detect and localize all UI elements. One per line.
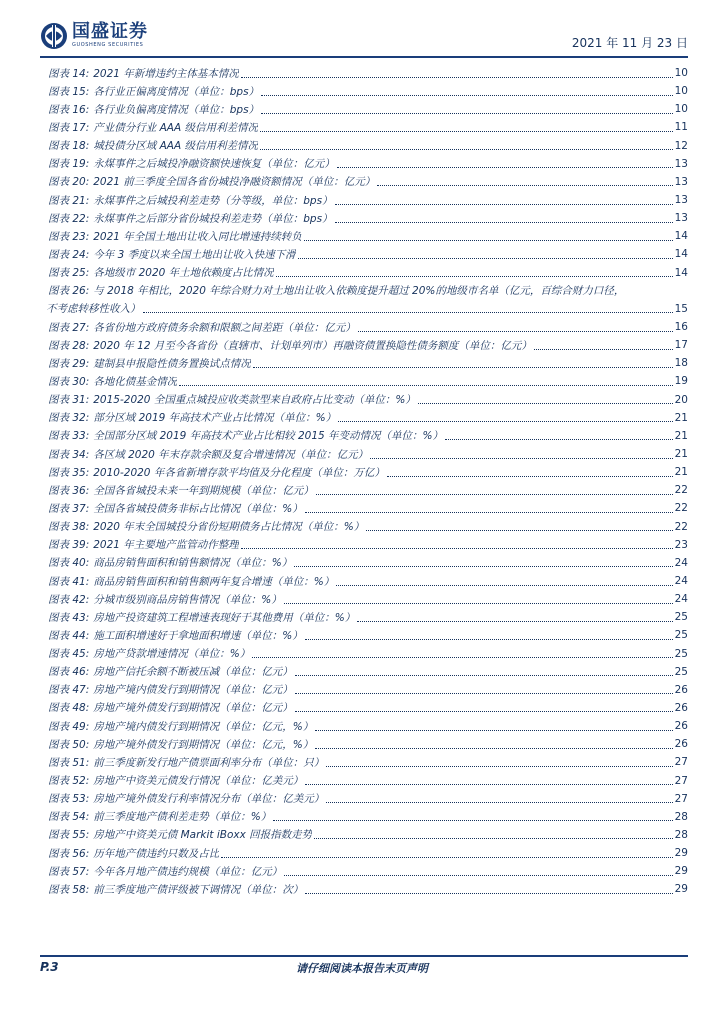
toc-entry[interactable]: [48, 391, 688, 409]
toc-entry[interactable]: [48, 245, 688, 263]
toc-entry-page: 12: [674, 139, 688, 152]
toc-entry[interactable]: [48, 518, 688, 536]
toc-entry-title: 房地产中资美元债发行情况（单位：亿美元）: [93, 775, 304, 788]
toc-entry[interactable]: [48, 82, 688, 100]
toc-entry[interactable]: [48, 808, 688, 826]
toc-leader-dots: [261, 95, 673, 96]
toc-entry-page: 21: [674, 466, 688, 479]
toc-entry-page: 25: [674, 665, 688, 678]
toc-entry-label: 图表 47:: [48, 684, 90, 697]
toc-leader-dots: [445, 439, 673, 440]
toc-entry-label: 图表 52:: [48, 775, 90, 788]
toc-entry[interactable]: [48, 717, 688, 735]
toc-entry-title: 部分区域 2019 年高技术产业占比情况（单位：%）: [93, 412, 337, 425]
toc-leader-dots: [335, 222, 673, 223]
toc-entry[interactable]: [48, 663, 688, 681]
toc-entry-page: 26: [674, 720, 688, 733]
toc-entry[interactable]: [48, 699, 688, 717]
toc-leader-dots: [338, 421, 673, 422]
toc-entry-label: 图表 42:: [48, 593, 90, 606]
toc-leader-dots: [221, 857, 672, 858]
toc-entry-page: 28: [674, 810, 688, 823]
toc-entry[interactable]: [48, 771, 688, 789]
toc-entry-page: 10: [674, 103, 688, 116]
toc-leader-dots: [273, 820, 672, 821]
toc-entry-label: 图表 15:: [48, 85, 90, 98]
toc-entry-title: 今年各月地产债违约规模（单位：亿元）: [93, 865, 283, 878]
logo-english-name: GUOSHENG SECURITIES: [72, 42, 144, 48]
toc-entry-label: 图表 18:: [48, 140, 90, 153]
toc-entry[interactable]: [48, 554, 688, 572]
toc-entry[interactable]: [48, 536, 688, 554]
toc-entry-page: 21: [674, 411, 688, 424]
toc-entry-page: 27: [674, 792, 688, 805]
toc-leader-dots: [370, 458, 672, 459]
toc-leader-dots: [253, 367, 673, 368]
toc-entry-label: 图表 58:: [48, 883, 90, 896]
toc-leader-dots: [143, 312, 673, 313]
toc-entry[interactable]: [48, 282, 688, 300]
toc-entry-page: 24: [674, 575, 688, 587]
toc-entry-label: 图表 43:: [48, 611, 90, 624]
toc-entry-title: 2021 年全国土地出让收入同比增速持续转负: [93, 230, 302, 243]
toc-entry[interactable]: [48, 681, 688, 699]
toc-entry-title: 房地产境内债发行到期情况（单位：亿元，%）: [93, 720, 314, 733]
toc-leader-dots: [284, 603, 673, 604]
toc-entry-title: 2015-2020 全国重点城投应收类款型来自政府占比变动（单位：%）: [93, 394, 416, 407]
toc-leader-dots: [295, 675, 673, 676]
toc-entry-page: 16: [674, 321, 688, 334]
report-date: 2021 年 11 月 23 日: [571, 36, 688, 50]
toc-entry[interactable]: [48, 354, 688, 372]
toc-entry-title: 与 2018 年相比，2020 年综合财力对土地出让收入依赖度提升超过 20%的地级市名单（亿元，百综合财力口径，: [93, 285, 625, 298]
toc-leader-dots: [241, 548, 673, 549]
toc-entry[interactable]: [48, 137, 688, 155]
toc-entry-page: 13: [674, 175, 688, 188]
toc-entry-title: 前三季度新发行地产债票面利率分布（单位：只）: [93, 756, 325, 769]
toc-entry-title: 2020 年末全国城投分省份短期债务占比情况（单位：%）: [93, 521, 365, 534]
toc-entry-title: 房地产境外债发行利率情况分布（单位：亿美元）: [93, 793, 325, 806]
toc-entry-page: 13: [674, 157, 688, 170]
toc-entry-label: 图表 49:: [48, 720, 90, 733]
toc-entry-title: 永煤事件之后城投净融资额快速恢复（单位：亿元）: [93, 158, 335, 171]
toc-leader-dots: [387, 476, 673, 477]
toc-entry[interactable]: [48, 264, 688, 282]
toc-entry[interactable]: [48, 118, 688, 136]
toc-leader-dots: [315, 730, 672, 731]
toc-entry-label: 图表 34:: [48, 448, 90, 461]
page-header: [40, 22, 688, 54]
toc-entry-page: 28: [674, 828, 688, 841]
toc-leader-dots: [316, 494, 673, 495]
toc-entry-page: 22: [674, 484, 688, 497]
toc-entry-title: 各地级市 2020 年土地依赖度占比情况: [93, 267, 274, 280]
toc-entry-label: 图表 24:: [48, 248, 90, 261]
table-of-figures: [48, 64, 688, 898]
toc-leader-dots: [336, 585, 672, 586]
toc-entry[interactable]: [48, 608, 688, 626]
toc-entry-label: 图表 23:: [48, 230, 90, 243]
logo-chinese-name: 国盛证券: [72, 21, 148, 42]
toc-entry-title: 房地产境内债发行到期情况（单位：亿元）: [93, 684, 293, 697]
toc-entry[interactable]: [48, 209, 688, 227]
toc-entry-page: 26: [674, 738, 688, 751]
toc-leader-dots: [261, 113, 673, 114]
toc-entry-title: 房地产境外债发行到期情况（单位：亿元，%）: [93, 738, 314, 751]
toc-entry-page: 17: [674, 339, 688, 352]
toc-entry-label: 图表 46:: [48, 666, 90, 679]
toc-entry-label: 图表 19:: [48, 158, 90, 171]
toc-leader-dots: [337, 167, 673, 168]
toc-entry-title: 各省份地方政府债务余额和限额之间差距（单位：亿元）: [93, 321, 356, 334]
toc-entry-page: 25: [674, 647, 688, 660]
toc-entry-title: 商品房销售面积和销售额情况（单位：%）: [93, 557, 293, 570]
toc-entry-title: 建制县申报隐性债务置换试点情况: [93, 357, 251, 370]
toc-entry[interactable]: [48, 409, 688, 427]
toc-entry-label: 图表 57:: [48, 865, 90, 878]
toc-leader-dots: [260, 149, 673, 150]
toc-entry[interactable]: [48, 445, 688, 463]
toc-entry[interactable]: [48, 173, 688, 191]
toc-entry-label: 图表 36:: [48, 484, 90, 497]
toc-leader-dots: [326, 802, 672, 803]
toc-entry-label: 图表 53:: [48, 793, 90, 806]
toc-entry-label: 图表 48:: [48, 702, 90, 715]
toc-entry-page: 26: [674, 683, 688, 696]
toc-entry[interactable]: [48, 100, 688, 118]
toc-entry-page: 14: [674, 266, 688, 279]
toc-entry-title: 全国各省城投债务非标占比情况（单位：%）: [93, 502, 303, 515]
toc-entry-page: 29: [674, 865, 688, 878]
toc-entry-page: 24: [674, 556, 688, 569]
toc-entry-page: 15: [674, 302, 688, 315]
toc-entry-label: 图表 38:: [48, 521, 90, 534]
toc-entry-title: 各区域 2020 年末存款余额及复合增速情况（单位：亿元）: [93, 448, 369, 461]
toc-leader-dots: [295, 693, 673, 694]
toc-leader-dots: [252, 657, 672, 658]
toc-entry-page: 25: [674, 629, 688, 642]
toc-entry-title: 今年 3 季度以来全国土地出让收入快速下滑: [93, 248, 296, 261]
toc-entry-title: 全国部分区域 2019 年高技术产业占比相较 2015 年变动情况（单位：%）: [93, 430, 444, 443]
toc-entry-page: 13: [674, 212, 688, 225]
toc-entry-title: 房地产贷款增速情况（单位：%）: [93, 648, 251, 661]
toc-entry-label: 图表 40:: [48, 557, 90, 570]
toc-entry-label: 图表 45:: [48, 648, 90, 661]
toc-entry-page: 24: [674, 593, 688, 606]
toc-entry-page: 23: [674, 538, 688, 551]
toc-entry[interactable]: [48, 64, 688, 82]
toc-entry-page: 10: [674, 67, 688, 80]
toc-leader-dots: [260, 131, 673, 132]
toc-leader-dots: [276, 276, 673, 277]
toc-entry-title: 施工面积增速好于拿地面积增速（单位：%）: [93, 629, 303, 642]
toc-entry-label: 图表 33:: [48, 430, 90, 443]
toc-entry-page: 22: [674, 520, 688, 533]
toc-leader-dots: [305, 784, 672, 785]
toc-entry-title: 历年地产债违约只数及占比: [93, 847, 220, 860]
toc-entry-title: 2020 年 12 月至今各省份（直辖市、计划单列市）再融资债置换隐性债务额度（单位：亿元）: [93, 339, 532, 352]
toc-entry[interactable]: [48, 790, 688, 808]
toc-leader-dots: [305, 639, 673, 640]
disclaimer-note: 请仔细阅读本报告末页声明: [296, 962, 428, 975]
toc-entry[interactable]: [48, 862, 688, 880]
toc-entry[interactable]: [48, 227, 688, 245]
toc-entry-title: 产业债分行业 AAA 级信用利差情况: [93, 121, 258, 134]
toc-entry[interactable]: [48, 626, 688, 644]
toc-leader-dots: [179, 385, 672, 386]
toc-entry-title-cont: 不考虑转移性收入）: [46, 303, 141, 316]
toc-entry[interactable]: [48, 318, 688, 336]
toc-entry-page: 22: [674, 502, 688, 515]
toc-entry-label: 图表 21:: [48, 194, 90, 207]
toc-leader-dots: [358, 331, 673, 332]
toc-entry[interactable]: [48, 645, 688, 663]
toc-leader-dots: [315, 748, 672, 749]
toc-entry-label: 图表 51:: [48, 756, 90, 769]
toc-entry-label: 图表 28:: [48, 339, 90, 352]
toc-entry[interactable]: [48, 463, 688, 481]
toc-entry-page: 21: [674, 429, 688, 442]
toc-entry[interactable]: [48, 481, 688, 499]
toc-entry-page: 18: [674, 357, 688, 370]
toc-entry-page: 14: [674, 230, 688, 243]
toc-entry[interactable]: [48, 191, 688, 209]
toc-entry-label: 图表 54:: [48, 811, 90, 824]
toc-leader-dots: [314, 838, 672, 839]
toc-leader-dots: [294, 566, 672, 567]
toc-entry[interactable]: [48, 880, 688, 898]
toc-leader-dots: [305, 893, 672, 894]
toc-entry-page: 10: [674, 85, 688, 98]
toc-entry-label: 图表 22:: [48, 212, 90, 225]
toc-entry-title: 2021 年主要地产监管动作整理: [93, 539, 239, 552]
toc-entry-title: 房地产投资建筑工程增速表现好于其他费用（单位：%）: [93, 611, 356, 624]
toc-entry-title: 2021 前三季度全国各省份城投净融资额情况（单位：亿元）: [93, 176, 376, 189]
toc-entry-label: 图表 55:: [48, 829, 90, 842]
toc-leader-dots: [366, 530, 672, 531]
footer-divider: [40, 955, 688, 957]
toc-entry[interactable]: [48, 735, 688, 753]
toc-entry-continued[interactable]: [46, 300, 688, 318]
toc-entry[interactable]: [48, 572, 688, 590]
toc-entry-label: 图表 27:: [48, 321, 90, 334]
toc-entry-title: 全国各省城投未来一年到期规模（单位：亿元）: [93, 484, 314, 497]
toc-entry[interactable]: [48, 427, 688, 445]
company-logo: [40, 22, 148, 50]
toc-entry-title: 前三季度地产债利差走势（单位：%）: [93, 811, 272, 824]
toc-entry-title: 2021 年新增违约主体基本情况: [93, 67, 239, 80]
toc-entry-title: 分城市级别商品房销售情况（单位：%）: [93, 593, 282, 606]
toc-entry-label: 图表 14:: [48, 67, 90, 80]
toc-entry-title: 前三季度地产债评级被下调情况（单位：次）: [93, 883, 304, 896]
toc-leader-dots: [326, 766, 672, 767]
toc-entry-label: 图表 30:: [48, 375, 90, 388]
toc-entry-label: 图表 31:: [48, 394, 90, 407]
toc-entry[interactable]: [48, 590, 688, 608]
toc-entry-page: 13: [674, 194, 688, 207]
toc-entry[interactable]: [48, 753, 688, 771]
toc-entry-page: 20: [674, 393, 688, 406]
toc-leader-dots: [298, 258, 673, 259]
toc-entry-title: 房地产境外债发行到期情况（单位：亿元）: [93, 702, 293, 715]
toc-entry-title: 永煤事件之后部分省份城投利差走势（单位：bps）: [93, 212, 333, 225]
toc-entry-title: 各行业负偏离度情况（单位：bps）: [93, 103, 260, 116]
toc-leader-dots: [305, 512, 673, 513]
toc-leader-dots: [357, 621, 672, 622]
toc-entry-title: 2010-2020 年各省新增存款平均值及分化程度（单位：万亿）: [93, 466, 385, 479]
toc-entry-page: 27: [674, 774, 688, 787]
toc-entry-page: 26: [674, 701, 688, 714]
toc-entry-page: 19: [674, 375, 688, 388]
toc-entry-title: 城投债分区域 AAA 级信用利差情况: [93, 140, 258, 153]
toc-entry[interactable]: [48, 155, 688, 173]
toc-entry-title: 房地产中资美元债 Markit iBoxx 回报指数走势: [93, 829, 313, 842]
toc-entry-label: 图表 32:: [48, 412, 90, 425]
toc-leader-dots: [295, 711, 673, 712]
toc-entry-label: 图表 20:: [48, 176, 90, 189]
toc-entry-title: 房地产信托余额不断被压减（单位：亿元）: [93, 666, 293, 679]
toc-entry-label: 图表 39:: [48, 539, 90, 552]
toc-leader-dots: [377, 185, 672, 186]
toc-leader-dots: [284, 875, 672, 876]
page-number: P.3: [40, 960, 59, 974]
toc-entry-label: 图表 17:: [48, 121, 90, 134]
toc-entry[interactable]: [48, 372, 688, 390]
logo-emblem-icon: [40, 22, 68, 50]
toc-entry-label: 图表 50:: [48, 738, 90, 751]
toc-entry-page: 29: [674, 847, 688, 860]
header-divider: [40, 56, 688, 58]
toc-leader-dots: [241, 77, 673, 78]
toc-entry[interactable]: [48, 336, 688, 354]
toc-leader-dots: [335, 204, 673, 205]
toc-entry-label: 图表 56:: [48, 847, 90, 860]
toc-entry-page: 25: [674, 611, 688, 624]
toc-entry-label: 图表 16:: [48, 103, 90, 116]
toc-entry[interactable]: [48, 844, 688, 862]
toc-entry-title: 永煤事件之后城投利差走势（分等级，单位：bps）: [93, 194, 333, 207]
toc-entry-page: 11: [674, 121, 688, 134]
toc-entry-label: 图表 35:: [48, 466, 90, 479]
toc-entry-label: 图表 41:: [48, 575, 90, 588]
toc-entry-label: 图表 26:: [48, 285, 90, 298]
toc-entry-page: 21: [674, 448, 688, 461]
toc-entry-label: 图表 25:: [48, 267, 90, 280]
toc-entry-label: 图表 29:: [48, 357, 90, 370]
toc-entry-label: 图表 37:: [48, 502, 90, 515]
toc-entry-title: 各地化债基金情况: [93, 375, 178, 388]
toc-leader-dots: [418, 403, 673, 404]
toc-entry-label: 图表 44:: [48, 629, 90, 642]
toc-entry[interactable]: [48, 826, 688, 844]
toc-entry-page: 14: [674, 248, 688, 261]
toc-entry-page: 27: [674, 756, 688, 769]
toc-entry-title: 商品房销售面积和销售额两年复合增速（单位：%）: [93, 575, 335, 588]
toc-entry-page: 29: [674, 883, 688, 896]
toc-entry-title: 各行业正偏离度情况（单位：bps）: [93, 85, 260, 98]
toc-leader-dots: [534, 349, 673, 350]
toc-leader-dots: [304, 240, 673, 241]
toc-entry[interactable]: [48, 499, 688, 517]
